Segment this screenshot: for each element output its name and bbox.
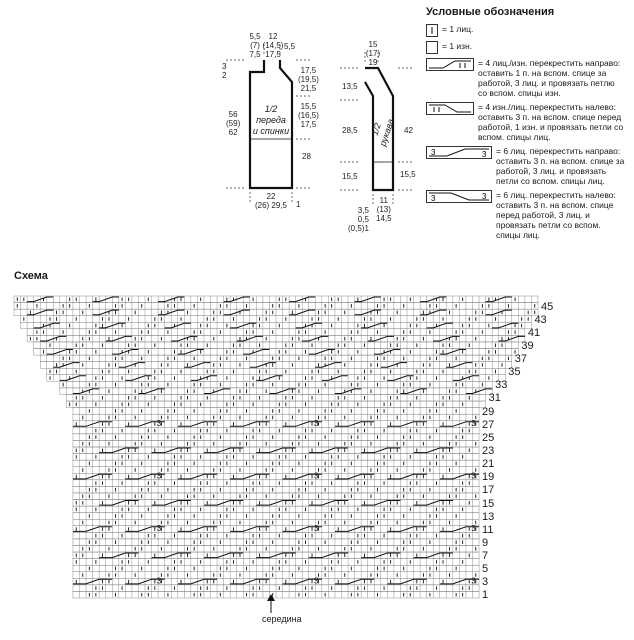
fb-right-mid: 15,5 (16,5) 17,5 [298,102,319,129]
fb-right-bottom: 28 [302,152,311,161]
cable-label: 3 [471,418,476,428]
row-number: 37 [514,353,528,366]
cable-label: 3 [156,418,162,428]
legend-item-cable4-left: = 4 изн./лиц. перекрестить налево: оставить 3 п. на вспом. спице перед работой, 1 изн. и провязать петли со вспом. спицы лиц. [426,102,626,142]
sleeve-top-width: 15 (17) 19 [365,40,381,67]
fb-top-shoulder: 5,5 (7) 7,5 [249,32,261,59]
cable-label: 3 [156,523,162,533]
legend-item-purl: = 1 изн. [426,41,626,54]
cable-label: 3 [313,471,319,481]
cable-label: 3 [471,471,476,481]
cable-label: 3 [313,576,319,586]
sleeve-left-cap: 13,5 [342,82,358,91]
fb-neck-depth: 3 2 [222,62,227,80]
sleeve-bottom-width: 11 (13) 14,5 [376,196,392,223]
fb-bottom-width: 22 (26) 29,5 [254,192,288,210]
sleeve-bottom-left: 3,5 0,5 (0,5)1 [348,206,369,233]
svg-text:3: 3 [482,150,487,158]
row-number: 13 [482,510,495,523]
cable-label: 3 [471,523,476,533]
row-number: 31 [488,392,501,405]
row-number: 11 [482,523,494,536]
chart-title: Схема [14,270,48,282]
legend-item-cable4-right: = 4 лиц./изн. перекрестить направо: оставить 1 п. на вспом. спице за работой, 3 лиц. и провязать петлю со вспом. спицы изн. [426,58,626,98]
fb-top-right: 5,5 [284,42,296,51]
legend-title: Условные обозначения [426,6,555,18]
svg-text:3: 3 [431,194,436,202]
row-number: 43 [534,313,547,326]
cable-label: 3 [471,576,476,586]
front-back-label: 1/2 переда и спинки [252,104,290,136]
row-number: 9 [482,536,489,549]
row-number: 25 [482,431,495,444]
cable-label: 3 [156,576,162,586]
row-number: 45 [541,300,554,313]
fb-top-neck: 12 (14,5) 17,5 [262,32,284,59]
row-number: 33 [495,379,508,392]
svg-text:3: 3 [431,148,436,157]
legend-item-cable6-left: 3 3 = 6 лиц. перекрестить налево: оставить 3 п. на вспом. спице перед работой, 3 лиц. и провязать петли со вспом. спицы лиц. [426,190,626,240]
legend-item-knit: = 1 лиц. [426,24,626,37]
fb-bottom-mark: 1 [296,200,301,209]
middle-label: середина [262,614,302,624]
row-number: 7 [482,550,489,563]
row-number: 35 [508,366,521,379]
legend-item-cable6-right: 3 3 = 6 лиц. перекрестить направо: оставить 3 п. на вспом. спице за работой, 3 лиц. и провязать петли со вспом. спицы лиц. [426,146,626,186]
sleeve-right-length: 42 [404,126,413,135]
row-number: 41 [527,326,541,339]
sleeve-right-cuff: 15,5 [400,170,416,179]
fb-left-height: 56 (59) 62 [226,110,241,137]
row-number: 23 [482,445,495,457]
fb-right-armhole: 17,5 (19,5) 21,5 [298,66,319,93]
svg-text:3: 3 [482,192,487,201]
sleeve-left-mid: 28,5 [342,126,358,135]
row-number: 3 [482,576,489,589]
middle-arrow-icon [266,594,276,614]
row-number: 21 [482,458,495,471]
row-number: 39 [521,339,534,352]
row-number: 19 [482,471,495,484]
sleeve-label: 1/2 рукава [369,117,396,148]
sleeve-left-cuff: 15,5 [342,172,358,181]
cable-label: 3 [313,523,319,533]
row-number: 1 [482,589,489,602]
row-number: 29 [482,405,495,418]
cable-label: 3 [313,418,319,428]
row-number: 17 [482,484,495,497]
row-number: 15 [482,497,495,510]
row-number: 5 [482,563,489,576]
cable-label: 3 [156,471,162,481]
row-number: 27 [482,418,495,431]
